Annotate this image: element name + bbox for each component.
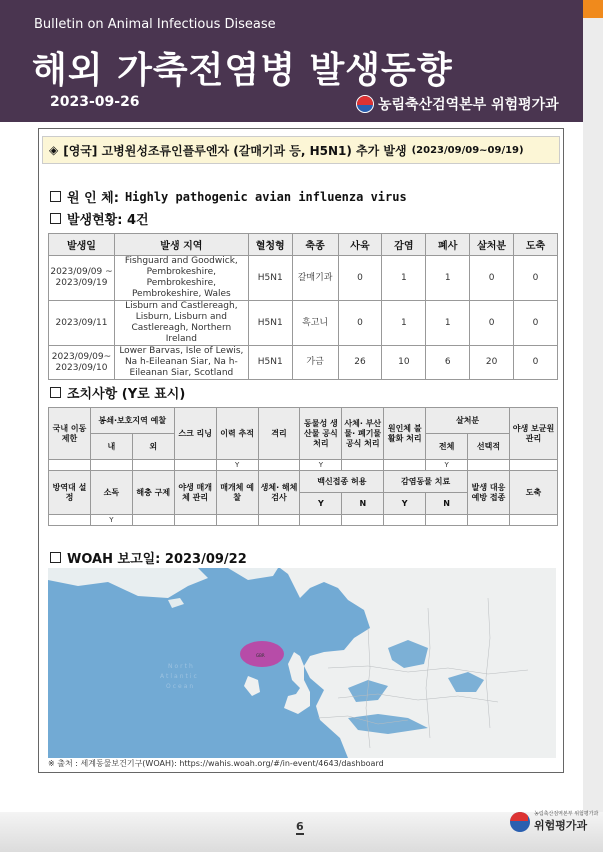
table-cell: H5N1 (248, 301, 292, 346)
cause-label: 원 인 체: (67, 191, 119, 206)
checkbox-square-icon (50, 213, 61, 224)
measure-header: 소독 (90, 471, 132, 515)
header-cell: 살처분 (470, 234, 514, 256)
header-cell: 발생 지역 (114, 234, 248, 256)
table-cell: 1 (426, 256, 470, 301)
measure-value: Y (426, 460, 468, 471)
table-cell: 갈매기과 (292, 256, 338, 301)
measure-header: 국내 이동 제한 (49, 408, 91, 460)
measure-header: 생체· 해체 검사 (258, 471, 300, 515)
measures-value-row-1 (49, 460, 558, 471)
measure-value (49, 460, 91, 471)
issue-date: 2023-09-26 (50, 94, 140, 110)
woah-label: WOAH 보고일: 2023/09/22 (67, 552, 247, 567)
measure-header: 동물성 생산물 공식 처리 (300, 408, 342, 460)
checkbox-square-icon (50, 552, 61, 563)
measure-header: N (426, 493, 468, 515)
measure-header: 외 (132, 434, 174, 460)
header-org (356, 94, 559, 114)
table-cell: 0 (514, 301, 558, 346)
measure-header: 도축 (509, 471, 557, 515)
topic-heading (42, 136, 560, 164)
header-cell: 발생일 (49, 234, 115, 256)
measure-value (384, 460, 426, 471)
measure-header: 야생 매개체 관리 (174, 471, 216, 515)
tab-accent (583, 0, 603, 18)
table-row (49, 256, 558, 301)
checkbox-square-icon (50, 191, 61, 202)
header-cell: 폐사 (426, 234, 470, 256)
table-cell: 2023/09/09 ~ 2023/09/19 (49, 256, 115, 301)
table-cell: 2023/09/09~ 2023/09/10 (49, 346, 115, 380)
measure-header: 방역대 설정 (49, 471, 91, 515)
measure-value (132, 460, 174, 471)
measure-header: 발생 대응 예방 접종 (468, 471, 510, 515)
sea-label: Atlantic (160, 673, 199, 680)
measure-header: 봉쇄·보호지역 예찰 (90, 408, 174, 434)
measures-header-row-1a (49, 408, 558, 434)
header-banner (0, 0, 583, 122)
measure-value (468, 515, 510, 526)
table-cell: 26 (338, 346, 382, 380)
table-cell: 0 (514, 256, 558, 301)
measure-header: 격리 (258, 408, 300, 460)
table-cell: 흑고니 (292, 301, 338, 346)
sea-label: North (168, 663, 195, 670)
topic-range: (2023/09/09~09/19) (411, 144, 524, 156)
measure-header: N (342, 493, 384, 515)
table-cell: Lower Barvas, Isle of Lewis, Na h-Eileanan Siar, Na h-Eileanan Siar, Scotland (114, 346, 248, 380)
outbreak-table (48, 233, 558, 380)
measure-value (216, 515, 258, 526)
header-cell: 사육 (338, 234, 382, 256)
footer-org (510, 810, 598, 833)
measure-header: 원인체 불활화 처리 (384, 408, 426, 460)
table-cell: 0 (470, 256, 514, 301)
measure-header: 내 (90, 434, 132, 460)
measure-value (342, 515, 384, 526)
measure-header: 살처분 (426, 408, 510, 434)
measure-value (300, 515, 342, 526)
table-cell: 10 (382, 346, 426, 380)
agency-logo-icon (510, 812, 530, 832)
table-row (49, 346, 558, 380)
measure-header: Y (300, 493, 342, 515)
status-line (50, 209, 149, 228)
table-cell: 2023/09/11 (49, 301, 115, 346)
cause-value: Highly pathogenic avian influenza virus (124, 189, 407, 204)
table-cell: 1 (426, 301, 470, 346)
measure-value (258, 515, 300, 526)
measure-header: Y (384, 493, 426, 515)
measure-header: 전체 (426, 434, 468, 460)
table-cell: H5N1 (248, 346, 292, 380)
measures-header-row-2a (49, 471, 558, 493)
bulletin-subtitle: Bulletin on Animal Infectious Disease (34, 17, 276, 32)
measure-value (426, 515, 468, 526)
measure-header: 야생 보균원 관리 (509, 408, 557, 460)
measure-value (174, 515, 216, 526)
measures-line (50, 383, 185, 402)
header-cell: 축종 (292, 234, 338, 256)
measure-header: 스크 리닝 (174, 408, 216, 460)
measure-header: 이력 추적 (216, 408, 258, 460)
measure-value: Y (300, 460, 342, 471)
agency-logo-icon (356, 95, 374, 113)
footer-org-small: 농림축산검역본부 위험평가과 (534, 811, 599, 817)
outbreak-map[interactable] (48, 568, 556, 758)
measure-value (384, 515, 426, 526)
diamond-icon: ◈ (49, 143, 59, 157)
measure-value: Y (216, 460, 258, 471)
measures-value-row-2 (49, 515, 558, 526)
footer-org-big: 위험평가과 (534, 819, 588, 832)
measure-value (468, 460, 510, 471)
measure-value (342, 460, 384, 471)
measure-value (509, 515, 557, 526)
header-cell: 도축 (514, 234, 558, 256)
measure-value (49, 515, 91, 526)
table-cell: 0 (338, 256, 382, 301)
measures-title: 조치사항 (Y로 표시) (67, 387, 186, 402)
measure-header: 매개체 예찰 (216, 471, 258, 515)
svg-text:GBR: GBR (256, 653, 265, 658)
table-cell: 20 (470, 346, 514, 380)
map-graphic (48, 568, 556, 758)
measure-header: 백신접종 허용 (300, 471, 384, 493)
table-cell: 0 (338, 301, 382, 346)
topic-text: [영국] 고병원성조류인플루엔자 (갈매기과 등, H5N1) 추가 발생 (63, 143, 407, 158)
status-label: 발생현황: 4건 (67, 213, 149, 228)
cause-line (50, 187, 407, 206)
header-org-name: 농림축산검역본부 위험평가과 (378, 97, 559, 113)
measure-value (174, 460, 216, 471)
measure-value (258, 460, 300, 471)
table-row (49, 301, 558, 346)
measure-header: 선택적 (468, 434, 510, 460)
table-cell: 1 (382, 301, 426, 346)
measure-header: 해충 구제 (132, 471, 174, 515)
table-cell: 0 (514, 346, 558, 380)
table-header-row (49, 234, 558, 256)
header-cell: 혈청형 (248, 234, 292, 256)
measure-header: 사체· 부산물· 폐기물 공식 처리 (342, 408, 384, 460)
right-strip (583, 18, 603, 813)
page-number: 6 (296, 820, 304, 833)
measure-value (509, 460, 557, 471)
measure-value (90, 460, 132, 471)
table-cell: 6 (426, 346, 470, 380)
page-title: 해외 가축전염병 발생동향 (32, 50, 453, 91)
source-note: ※ 출처 : 세계동물보건기구(WOAH): https://wahis.woah.org/#/in-event/4643/dashboard (48, 759, 384, 768)
table-cell: H5N1 (248, 256, 292, 301)
measures-table (48, 407, 558, 526)
sea-label: Ocean (166, 683, 196, 690)
table-cell: Fishguard and Goodwick, Pembrokeshire, Pembrokeshire, Pembrokeshire, Wales (114, 256, 248, 301)
woah-line (50, 548, 247, 567)
measure-header: 감염동물 치료 (384, 471, 468, 493)
measure-value (132, 515, 174, 526)
table-cell: 가금 (292, 346, 338, 380)
checkbox-square-icon (50, 387, 61, 398)
header-cell: 감염 (382, 234, 426, 256)
table-cell: Lisburn and Castlereagh, Lisburn, Lisburn and Castlereagh, Northern Ireland (114, 301, 248, 346)
footer-org-text (534, 810, 598, 833)
measure-value: Y (90, 515, 132, 526)
table-cell: 0 (470, 301, 514, 346)
table-cell: 1 (382, 256, 426, 301)
